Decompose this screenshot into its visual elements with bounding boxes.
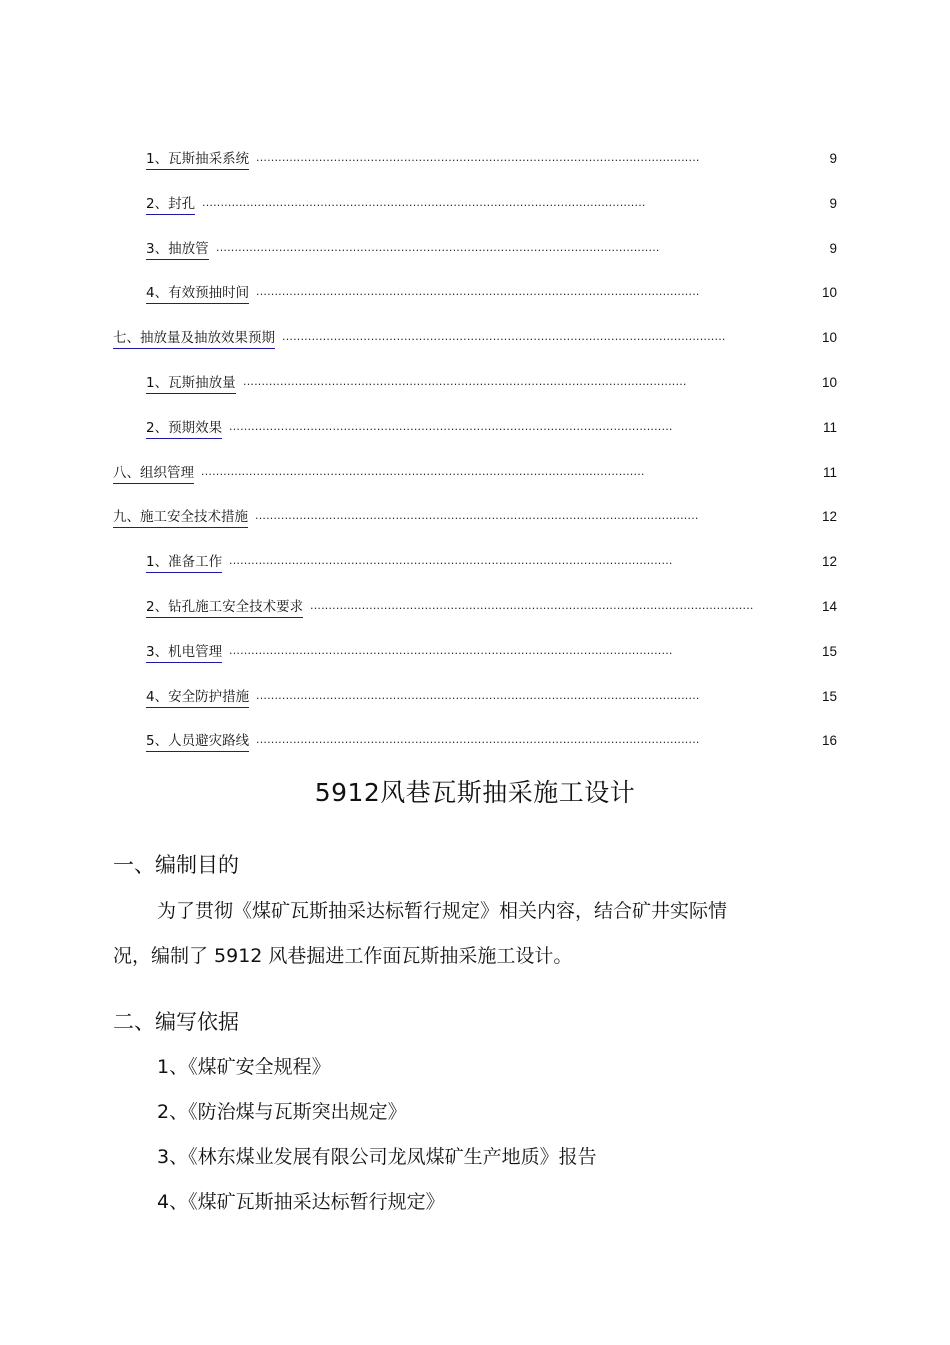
toc-entry-label[interactable]: 5、人员避灾路线 <box>146 732 249 752</box>
toc-entry[interactable] <box>0 329 950 349</box>
section-heading-basis: 二、编写依据 <box>113 1010 239 1034</box>
toc-entry-label[interactable]: 4、安全防护措施 <box>146 688 249 708</box>
toc-page-number: 14 <box>821 599 837 614</box>
toc-leader-dots: ........................................................................................................................ <box>310 599 754 612</box>
toc-leader-dots: ........................................................................................................................ <box>202 195 646 209</box>
toc-page-number: 15 <box>821 688 837 704</box>
document-title: 5912风巷瓦斯抽采施工设计 <box>314 778 636 807</box>
toc-entry-label[interactable]: 3、抽放管 <box>146 240 209 260</box>
toc-entry[interactable] <box>0 419 950 439</box>
toc-entry-label[interactable]: 1、瓦斯抽放量 <box>146 374 236 394</box>
toc-entry-label[interactable]: 八、组织管理 <box>113 464 194 484</box>
reference-item: 1、《煤矿安全规程》 <box>157 1056 331 1078</box>
toc-page-number: 10 <box>821 330 837 346</box>
toc-page-number: 10 <box>821 285 837 301</box>
toc-entry-label[interactable]: 九、施工安全技术措施 <box>113 508 248 528</box>
toc-entry[interactable] <box>0 508 950 528</box>
toc-entry-label[interactable]: 2、预期效果 <box>146 419 222 439</box>
toc-page-number: 12 <box>821 509 837 525</box>
reference-item: 2、《防治煤与瓦斯突出规定》 <box>157 1101 407 1123</box>
toc-leader-dots: ........................................................................................................................ <box>282 330 726 344</box>
toc-entry[interactable] <box>0 240 950 260</box>
toc-leader-dots: ........................................................................................................................ <box>256 688 700 702</box>
toc-entry-label[interactable]: 1、瓦斯抽采系统 <box>146 150 249 170</box>
toc-entry-label[interactable]: 1、准备工作 <box>146 553 222 573</box>
toc-entry[interactable] <box>0 150 950 170</box>
toc-page-number: 16 <box>821 733 837 749</box>
toc-leader-dots: ........................................................................................................................ <box>229 643 673 657</box>
toc-entry-label[interactable]: 4、有效预抽时间 <box>146 284 249 304</box>
toc-page-number: 9 <box>829 151 837 166</box>
section-heading-purpose: 一、编制目的 <box>113 853 239 877</box>
toc-entry[interactable] <box>0 284 950 304</box>
paragraph-line: 为了贯彻《煤矿瓦斯抽采达标暂行规定》相关内容，结合矿井实际情 <box>157 900 728 922</box>
toc-entry-label[interactable]: 七、抽放量及抽放效果预期 <box>113 329 275 349</box>
toc-leader-dots: ........................................................................................................................ <box>255 509 699 523</box>
toc-page-number: 10 <box>821 375 837 390</box>
toc-leader-dots: ........................................................................................................................ <box>256 733 700 747</box>
reference-item: 3、《林东煤业发展有限公司龙凤煤矿生产地质》报告 <box>157 1146 597 1168</box>
reference-item: 4、《煤矿瓦斯抽采达标暂行规定》 <box>157 1191 445 1213</box>
toc-page-number: 9 <box>829 195 837 211</box>
toc-entry-label[interactable]: 2、钻孔施工安全技术要求 <box>146 598 303 618</box>
toc-entry-label[interactable]: 2、封孔 <box>146 195 195 215</box>
toc-entry[interactable] <box>0 598 950 618</box>
toc-entry[interactable] <box>0 732 950 752</box>
toc-entry[interactable] <box>0 374 950 394</box>
toc-leader-dots: ........................................................................................................................ <box>256 285 700 299</box>
toc-page-number: 11 <box>822 464 837 480</box>
toc-page-number: 12 <box>821 554 837 570</box>
toc-leader-dots: ........................................................................................................................ <box>229 419 673 433</box>
toc-page-number: 9 <box>829 240 837 256</box>
paragraph-line: 况，编制了 5912 风巷掘进工作面瓦斯抽采施工设计。 <box>113 945 573 967</box>
toc-entry-label[interactable]: 3、机电管理 <box>146 643 222 663</box>
toc-entry[interactable] <box>0 553 950 573</box>
toc-entry[interactable] <box>0 195 950 215</box>
toc-page-number: 15 <box>821 643 837 659</box>
toc-leader-dots: ........................................................................................................................ <box>229 554 673 568</box>
toc-leader-dots: ........................................................................................................................ <box>216 240 660 254</box>
toc-page-number: 11 <box>822 419 837 435</box>
toc-entry[interactable] <box>0 688 950 708</box>
toc-leader-dots: ........................................................................................................................ <box>243 375 687 388</box>
toc-leader-dots: ........................................................................................................................ <box>256 151 700 164</box>
toc-entry[interactable] <box>0 643 950 663</box>
toc-entry[interactable] <box>0 464 950 484</box>
toc-leader-dots: ........................................................................................................................ <box>201 464 645 478</box>
